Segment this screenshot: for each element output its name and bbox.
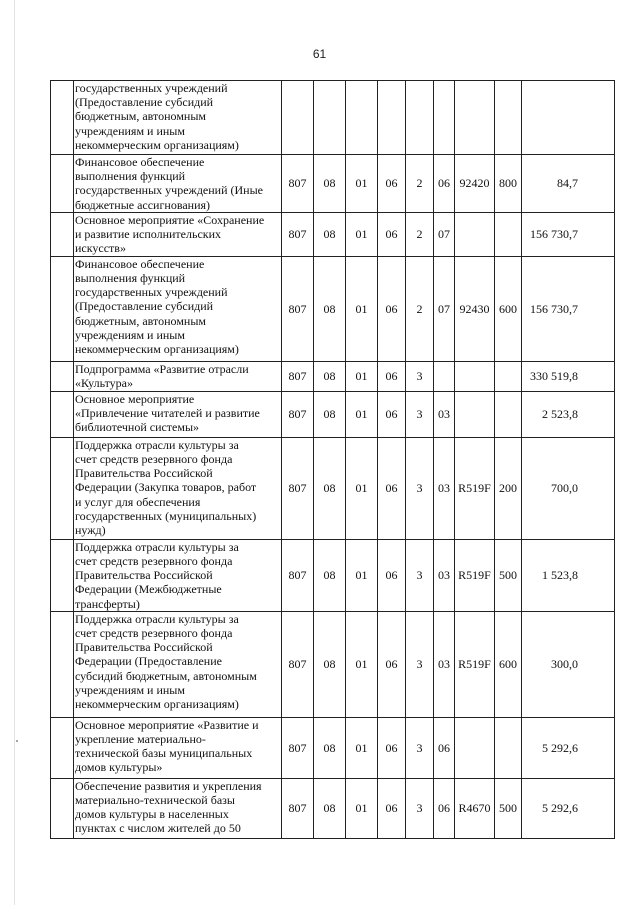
activity-code: 03 — [434, 611, 455, 717]
program-code: 06 — [378, 717, 406, 778]
program-code: 06 — [378, 611, 406, 717]
table-body — [51, 81, 615, 839]
subsection-code — [346, 81, 378, 155]
activity-code: 03 — [434, 391, 455, 437]
table-row — [51, 212, 615, 256]
amount: 156 730,7 — [522, 212, 615, 256]
direction-code: R519F — [455, 437, 495, 539]
section-code: 08 — [314, 212, 346, 256]
row-index-cell — [51, 81, 74, 155]
direction-code — [455, 81, 495, 155]
program-code: 06 — [378, 391, 406, 437]
item-name: Финансовое обеспечение выполнения функций государственных учреждений (Иные бюджетные ассигнования) — [74, 155, 282, 213]
item-name: Подпрограмма «Развитие отрасли «Культура» — [74, 361, 282, 391]
row-index-cell — [51, 256, 74, 361]
amount: 700,0 — [522, 437, 615, 539]
program-code: 06 — [378, 437, 406, 539]
row-index-cell — [51, 155, 74, 213]
program-code: 06 — [378, 539, 406, 611]
table-row — [51, 155, 615, 213]
row-index-cell — [51, 778, 74, 838]
subprogram-code: 3 — [406, 437, 434, 539]
subprogram-code: 3 — [406, 717, 434, 778]
subprogram-code: 2 — [406, 155, 434, 213]
amount: 2 523,8 — [522, 391, 615, 437]
item-name: Поддержка отрасли культуры за счет средств резервного фонда Правительства Российской Федерации (Закупка товаров, работ и услуг для обеспечения государственных (муниципальных) нужд) — [74, 437, 282, 539]
table-row — [51, 611, 615, 717]
table-row — [51, 539, 615, 611]
scan-mark — [16, 740, 18, 742]
item-name: государственных учреждений (Предоставление субсидий бюджетным, автономным учреждениям и иным некоммерческим организациям) — [74, 81, 282, 155]
expense-type-code — [495, 391, 522, 437]
direction-code: R4670 — [455, 778, 495, 838]
item-name: Основное мероприятие «Сохранение и развитие исполнительских искусств» — [74, 212, 282, 256]
row-index-cell — [51, 437, 74, 539]
row-index-cell — [51, 391, 74, 437]
subprogram-code: 3 — [406, 778, 434, 838]
scan-edge — [14, 0, 15, 905]
section-code: 08 — [314, 155, 346, 213]
row-index-cell — [51, 717, 74, 778]
expense-type-code: 500 — [495, 539, 522, 611]
admin-code: 807 — [282, 437, 314, 539]
item-name: Финансовое обеспечение выполнения функций государственных учреждений (Предоставление субсидий бюджетным, автономным учреждениям и иным некоммерческим организациям) — [74, 256, 282, 361]
direction-code — [455, 212, 495, 256]
expense-type-code: 600 — [495, 256, 522, 361]
program-code: 06 — [378, 256, 406, 361]
amount: 5 292,6 — [522, 778, 615, 838]
admin-code: 807 — [282, 361, 314, 391]
subsection-code: 01 — [346, 539, 378, 611]
direction-code: R519F — [455, 539, 495, 611]
activity-code: 06 — [434, 778, 455, 838]
amount: 84,7 — [522, 155, 615, 213]
budget-table — [50, 80, 615, 839]
subprogram-code — [406, 81, 434, 155]
direction-code: 92430 — [455, 256, 495, 361]
direction-code: R519F — [455, 611, 495, 717]
subsection-code: 01 — [346, 212, 378, 256]
section-code: 08 — [314, 778, 346, 838]
subsection-code: 01 — [346, 256, 378, 361]
admin-code: 807 — [282, 155, 314, 213]
expense-type-code: 500 — [495, 778, 522, 838]
section-code — [314, 81, 346, 155]
subsection-code: 01 — [346, 361, 378, 391]
subsection-code: 01 — [346, 155, 378, 213]
table-row — [51, 437, 615, 539]
expense-type-code — [495, 81, 522, 155]
admin-code: 807 — [282, 256, 314, 361]
subsection-code: 01 — [346, 391, 378, 437]
row-index-cell — [51, 361, 74, 391]
section-code: 08 — [314, 361, 346, 391]
direction-code — [455, 391, 495, 437]
activity-code: 06 — [434, 155, 455, 213]
admin-code: 807 — [282, 391, 314, 437]
amount: 1 523,8 — [522, 539, 615, 611]
program-code — [378, 81, 406, 155]
subsection-code: 01 — [346, 611, 378, 717]
item-name: Поддержка отрасли культуры за счет средств резервного фонда Правительства Российской Федерации (Межбюджетные трансферты) — [74, 539, 282, 611]
amount: 300,0 — [522, 611, 615, 717]
subsection-code: 01 — [346, 437, 378, 539]
admin-code: 807 — [282, 539, 314, 611]
subsection-code: 01 — [346, 717, 378, 778]
section-code: 08 — [314, 391, 346, 437]
expense-type-code — [495, 717, 522, 778]
table-row — [51, 256, 615, 361]
direction-code — [455, 717, 495, 778]
amount: 156 730,7 — [522, 256, 615, 361]
table-row — [51, 361, 615, 391]
program-code: 06 — [378, 361, 406, 391]
row-index-cell — [51, 539, 74, 611]
direction-code — [455, 361, 495, 391]
table-row — [51, 81, 615, 155]
section-code: 08 — [314, 611, 346, 717]
expense-type-code: 800 — [495, 155, 522, 213]
admin-code: 807 — [282, 778, 314, 838]
direction-code: 92420 — [455, 155, 495, 213]
subprogram-code: 3 — [406, 361, 434, 391]
row-index-cell — [51, 212, 74, 256]
subprogram-code: 3 — [406, 391, 434, 437]
expense-type-code — [495, 212, 522, 256]
activity-code: 03 — [434, 437, 455, 539]
activity-code: 06 — [434, 717, 455, 778]
admin-code — [282, 81, 314, 155]
subprogram-code: 2 — [406, 256, 434, 361]
expense-type-code — [495, 361, 522, 391]
amount: 5 292,6 — [522, 717, 615, 778]
admin-code: 807 — [282, 611, 314, 717]
row-index-cell — [51, 611, 74, 717]
subprogram-code: 3 — [406, 539, 434, 611]
program-code: 06 — [378, 212, 406, 256]
section-code: 08 — [314, 437, 346, 539]
table-row — [51, 778, 615, 838]
expense-type-code: 600 — [495, 611, 522, 717]
section-code: 08 — [314, 539, 346, 611]
section-code: 08 — [314, 717, 346, 778]
table-row — [51, 391, 615, 437]
activity-code: 07 — [434, 256, 455, 361]
table-row — [51, 717, 615, 778]
expense-type-code: 200 — [495, 437, 522, 539]
item-name: Основное мероприятие «Привлечение читателей и развитие библиотечной системы» — [74, 391, 282, 437]
subsection-code: 01 — [346, 778, 378, 838]
amount — [522, 81, 615, 155]
program-code: 06 — [378, 778, 406, 838]
amount: 330 519,8 — [522, 361, 615, 391]
activity-code: 03 — [434, 539, 455, 611]
subprogram-code: 3 — [406, 611, 434, 717]
admin-code: 807 — [282, 212, 314, 256]
activity-code — [434, 361, 455, 391]
item-name: Поддержка отрасли культуры за счет средств резервного фонда Правительства Российской Федерации (Предоставление субсидий бюджетным, автономным учреждениям и иным некоммерческим организациям) — [74, 611, 282, 717]
program-code: 06 — [378, 155, 406, 213]
page-number: 61 — [312, 47, 327, 61]
activity-code: 07 — [434, 212, 455, 256]
item-name: Обеспечение развития и укрепления материально-технической базы домов культуры в населенных пунктах с числом жителей до 50 — [74, 778, 282, 838]
item-name: Основное мероприятие «Развитие и укрепление материально- технической базы муниципальных домов культуры» — [74, 717, 282, 778]
section-code: 08 — [314, 256, 346, 361]
activity-code — [434, 81, 455, 155]
admin-code: 807 — [282, 717, 314, 778]
subprogram-code: 2 — [406, 212, 434, 256]
